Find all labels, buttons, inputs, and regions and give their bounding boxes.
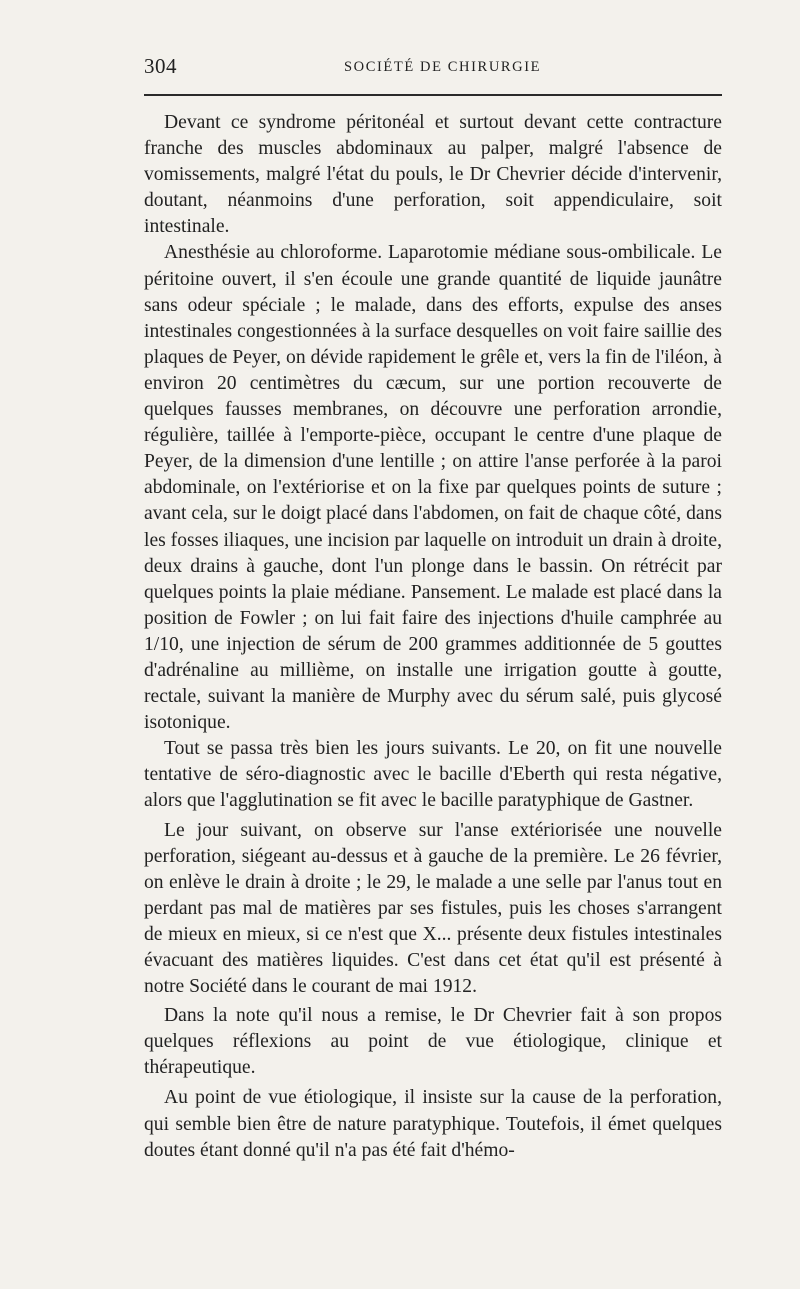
paragraph: Le jour suivant, on observe sur l'anse extériorisée une nouvelle perforation, siégeant au-dessus et à gauche de la première. Le 26 février, on enlève le drain à droite ; le 29, le malade a une selle par l'anus tout en perdant pas mal de matières par ses fistules, puis les choses s'arrangent de mieux en mieux, si ce n'est que X... présente deux fistules intestinales évacuant des matières liquides. C'est dans cet état qu'il est présenté à notre Société dans le courant de mai 1912. [144, 819, 722, 998]
page-number: 304 [144, 54, 177, 78]
running-title: SOCIÉTÉ DE CHIRURGIE [344, 59, 542, 75]
paragraph: Dans la note qu'il nous a remise, le Dr Chevrier fait à son propos quelques réflexions au point de vue étiologique, clinique et thérapeutique. [144, 1005, 722, 1079]
page-header [144, 54, 722, 84]
paragraph: Anesthésie au chloroforme. Laparotomie médiane sous-ombilicale. Le péritoine ouvert, il s'en écoule une grande quantité de liquide jaunâtre sans odeur spéciale ; le malade, dans des efforts, expulse des anses intestinales congestionnées à la surface desquelles on voit faire saillie des plaques de Peyer, on dévide rapidement le grêle et, vers la fin de l'iléon, à environ 20 centimètres du cæcum, sur une portion recouverte de quelques fausses membranes, on découvre une perforation arrondie, régulière, taillée à l'emporte-pièce, occupant le centre d'une plaque de Peyer, de la dimension d'une lentille ; on attire l'anse perforée à la paroi abdominale, on l'extériorise et on la fixe par quelques points de suture ; avant cela, sur le doigt placé dans l'abdomen, on fait de chaque côté, dans les fosses iliaques, une incision par laquelle on introduit un drain à droite, deux drains à gauche, dont l'un plonge dans le bassin. On rétrécit par quelques points la plaie médiane. Pansement. Le malade est placé dans la position de Fowler ; on lui fait faire des injections d'huile camphrée au 1/10, une injection de sérum de 200 grammes additionnée de 5 gouttes d'adrénaline au millième, on installe une irrigation goutte à goutte, rectale, suivant la manière de Murphy avec du sérum salé, puis glycosé isotonique. [144, 242, 722, 734]
paragraph: Au point de vue étiologique, il insiste sur la cause de la perforation, qui semble bien être de nature paratyphique. Toutefois, il émet quelques doutes étant donné qu'il n'a pas été fait d'hémo- [144, 1087, 722, 1161]
paragraph: Devant ce syndrome péritonéal et surtout devant cette contracture franche des muscles abdominaux au palper, malgré l'absence de vomissements, malgré l'état du pouls, le Dr Chevrier décide d'intervenir, doutant, néanmoins d'une perforation, soit appendiculaire, soit intestinale. [144, 112, 722, 238]
body-text [144, 110, 722, 1164]
paragraph: Tout se passa très bien les jours suivants. Le 20, on fit une nouvelle tentative de séro-diagnostic avec le bacille d'Eberth qui resta négative, alors que l'agglutination se fit avec le bacille paratyphique de Gastner. [144, 738, 722, 812]
header-rule [144, 94, 722, 96]
